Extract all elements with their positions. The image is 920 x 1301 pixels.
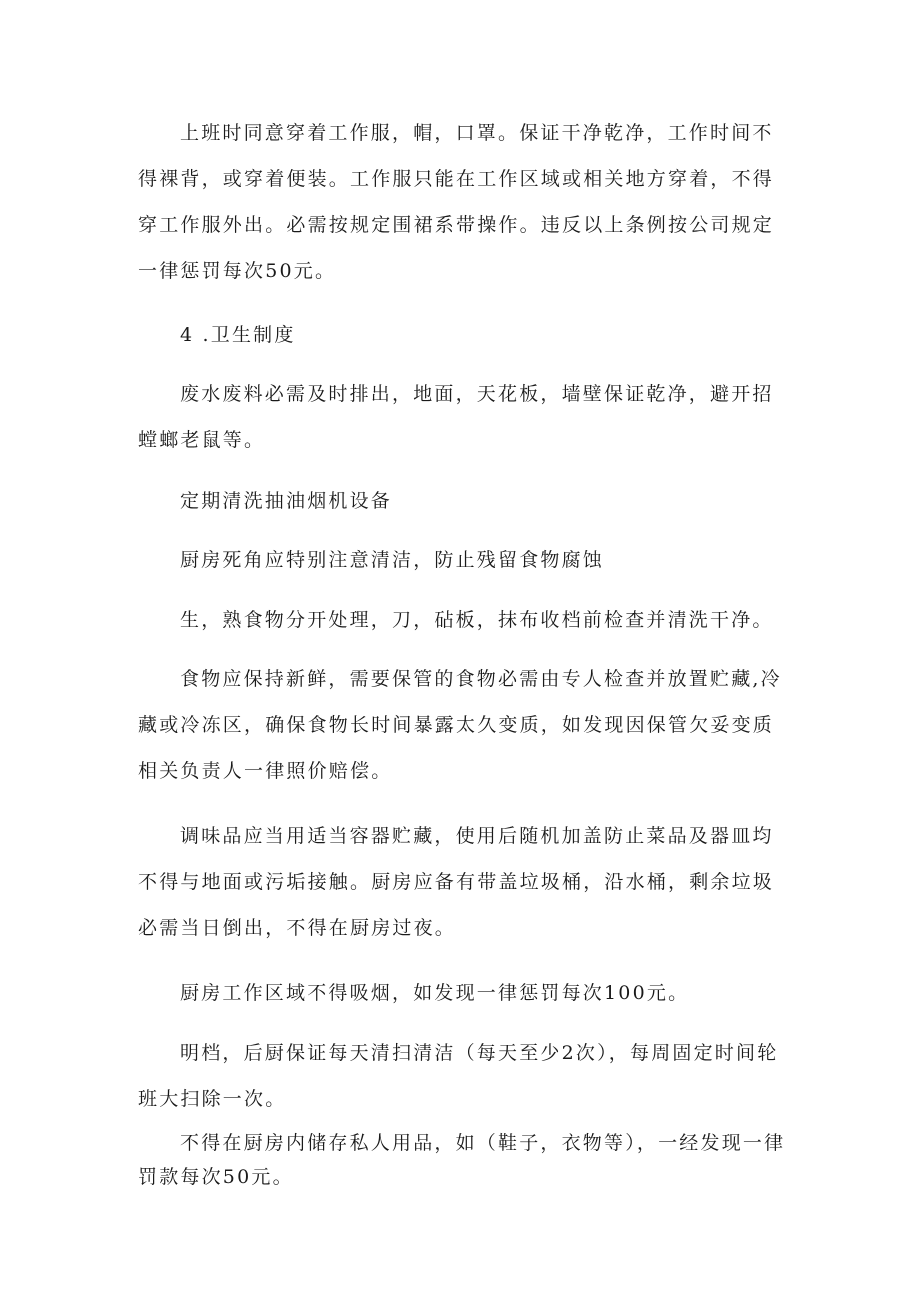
paragraph-food-storage: 食物应保持新鲜，需要保管的食物必需由专人检查并放置贮藏,冷藏或冷冻区，确保食物长时间暴露太久变质，如发现因保管欠妥变质相关负责人一律照价赔偿。 — [138, 668, 782, 782]
section-heading-hygiene: 4 .卫生制度 — [180, 324, 296, 346]
paragraph-daily-cleaning: 明档，后厨保证每天清扫清洁（每天至少2次），每周固定时间轮班大扫除一次。 — [138, 1042, 779, 1110]
paragraph-range-hood: 定期清洗抽油烟机设备 — [180, 490, 393, 512]
paragraph-waste-cleaning: 废水废料必需及时排出，地面，天花板，墙壁保证乾净，避开招螳螂老鼠等。 — [138, 383, 774, 451]
paragraph-no-smoking: 厨房工作区域不得吸烟，如发现一律惩罚每次100元。 — [180, 982, 690, 1004]
paragraph-dead-corners: 厨房死角应特别注意清洁，防止残留食物腐蚀 — [180, 549, 605, 571]
paragraph-personal-items: 不得在厨房内储存私人用品，如（鞋子，衣物等），一经发现一律罚款每次50元。 — [138, 1132, 786, 1188]
paragraph-condiments-garbage: 调味品应当用适当容器贮藏，使用后随机加盖防止菜品及器皿均不得与地面或污垢接触。厨房应备有带盖垃圾桶，沿水桶，剩余垃圾必需当日倒出，不得在厨房过夜。 — [138, 825, 775, 939]
paragraph-raw-cooked: 生，熟食物分开处理，刀，砧板，抹布收档前检查并清洗干净。 — [180, 609, 774, 631]
paragraph-uniform-rules: 上班时同意穿着工作服，帽，口罩。保证干净乾净，工作时间不得裸背，或穿着便装。工作服只能在工作区域或相关地方穿着，不得穿工作服外出。必需按规定围裙系带操作。违反以上条例按公司规定一律惩罚每次50元。 — [138, 122, 775, 282]
